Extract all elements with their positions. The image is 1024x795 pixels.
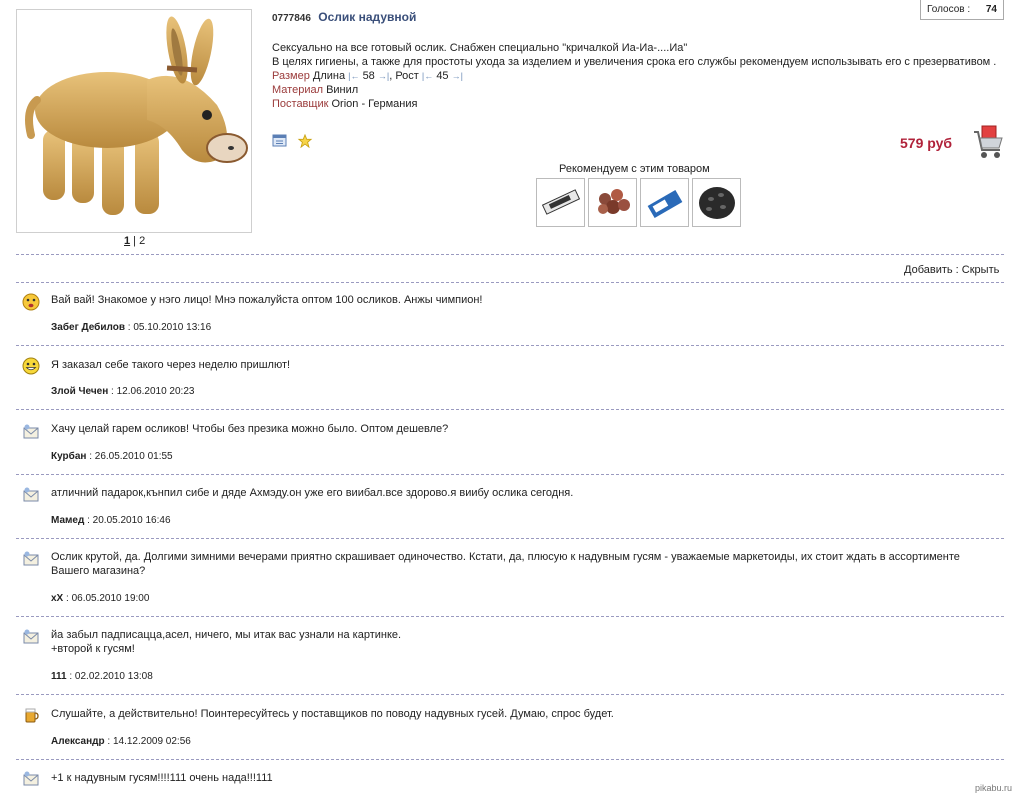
comment-text: Я заказал себе такого через неделю пришлют! (51, 359, 291, 371)
recommend-item-2[interactable] (588, 178, 637, 227)
comment-author: Мамед (51, 515, 85, 526)
comment-text: йа забыл падписацца,асел, ничего, мы итак вас узнали на картинке. +второй к гусям! (51, 629, 402, 655)
comment-text: атличний падарок,кънпил сибе и дяде Ахмэду.он уже его виибал.все здорово.я виибу ослика сегодня. (51, 487, 574, 499)
material-label: Материал (272, 84, 323, 96)
divider (16, 616, 1004, 617)
description-line-1: Сексуально на все готовый ослик. Снабжен специально "кричалкой Иа-Иа-....Иа" (272, 42, 688, 54)
comment-text: Слушайте, а действительно! Поинтересуйтесь у поставщиков по поводу надувных гусей. Думаю, спрос будет. (51, 708, 614, 720)
divider (16, 409, 1004, 410)
divider (16, 474, 1004, 475)
material-row (272, 83, 1004, 97)
mail-icon (22, 423, 40, 441)
add-to-cart-button[interactable] (972, 124, 1004, 163)
arrow-right-icon: →| (451, 71, 463, 81)
recommend-item-3[interactable] (640, 178, 689, 227)
comment-author: xX (51, 593, 64, 604)
add-comment-link[interactable]: Добавить (904, 264, 953, 276)
arrow-left-icon: |← (348, 71, 360, 81)
divider (16, 759, 1004, 760)
height-value: 45 (436, 70, 449, 82)
product-thumbnail-icon (695, 181, 739, 225)
pager-page-2[interactable]: 2 (139, 235, 146, 247)
votes-count: 74 (985, 4, 997, 15)
shopping-cart-icon (972, 124, 1004, 160)
arrow-right-icon: →| (377, 71, 390, 81)
product-description (272, 41, 1004, 111)
comment-date: : 05.10.2010 13:16 (124, 322, 212, 333)
image-pager: 1 | 2 (124, 235, 146, 247)
inflatable-donkey-image (17, 10, 252, 233)
size-row (272, 69, 1004, 83)
length-value: 58 (362, 70, 375, 82)
material-value: Винил (326, 84, 359, 96)
supplier-value: Orion - Германия (331, 98, 418, 110)
mail-icon (22, 550, 40, 568)
comment-text: Хачу целай гарем осликов! Чтобы без презика можно было. Оптом дешевле? (51, 423, 449, 435)
comment-meta (51, 593, 149, 604)
beer-icon (22, 706, 40, 724)
comment-date: : 26.05.2010 01:55 (86, 451, 173, 462)
divider (16, 282, 1004, 283)
description-line-2: В целях гигиены, а также для простоты ухода за изделием и увеличения срока его службы рекомендуем использывать его с презервативом . (272, 56, 997, 68)
comment-meta (51, 671, 153, 682)
product-thumbnail-icon (539, 181, 583, 225)
product-thumbnail-icon (591, 181, 635, 225)
divider (16, 254, 1004, 255)
grin-smiley-icon (22, 357, 40, 375)
recommend-list (536, 178, 741, 227)
comment-date: : 12.06.2010 20:23 (108, 386, 195, 397)
product-name: Ослик надувной (318, 10, 417, 24)
pager-page-1[interactable]: 1 (124, 235, 131, 247)
calendar-icon[interactable] (272, 134, 288, 148)
arrow-left-icon: |← (421, 71, 434, 81)
product-actions (272, 134, 313, 151)
product-image[interactable] (16, 9, 252, 233)
comments-controls: Добавить : Скрыть (904, 264, 1000, 276)
product-info (272, 10, 1004, 111)
comment-text: Ослик крутой, да. Долгими зимними вечерами приятно скрашивает одиночество. Кстати, да, плюсую к надувным гусям - уважаемые маркетоиды, их стоит ждать в ассортименте Вашего магазина? (51, 551, 960, 577)
divider (16, 694, 1004, 695)
recommend-item-4[interactable] (692, 178, 741, 227)
comment-meta (51, 515, 171, 526)
comment-meta (51, 451, 173, 462)
divider (16, 538, 1004, 539)
size-label: Размер (272, 70, 310, 82)
comment-date: : 02.02.2010 13:08 (66, 671, 153, 682)
mail-icon (22, 486, 40, 504)
supplier-row (272, 97, 1004, 111)
product-price: 579 руб (900, 135, 953, 151)
mail-icon (22, 628, 40, 646)
watermark: pikabu.ru (975, 783, 1013, 793)
mail-icon (22, 770, 40, 788)
votes-label: Голосов : (927, 4, 971, 15)
comment-text: Вай вай! Знакомое у нэго лицо! Мнэ пожалуйста оптом 100 осликов. Анжы чимпион! (51, 294, 483, 306)
comment-meta (51, 322, 211, 333)
length-label: Длина (312, 70, 346, 82)
comment-author: 111 (51, 671, 67, 682)
comment-date: : 20.05.2010 16:46 (84, 515, 171, 526)
comment-date: : 06.05.2010 19:00 (63, 593, 150, 604)
height-label: , Рост (389, 70, 419, 82)
comment-date: : 14.12.2009 02:56 (104, 736, 191, 747)
worried-smiley-icon (22, 293, 40, 311)
product-thumbnail-icon (643, 181, 687, 225)
comment-author: Александр (51, 736, 105, 747)
comment-text: +1 к надувным гусям!!!!111 очень нада!!!111 (51, 772, 273, 784)
product-code: 0777846 (272, 13, 311, 24)
comment-author: Злой Чечен (51, 386, 109, 397)
recommend-title: Рекомендуем с этим товаром (559, 163, 710, 175)
comment-author: Курбан (51, 451, 87, 462)
supplier-label: Поставщик (272, 98, 329, 110)
recommend-item-1[interactable] (536, 178, 585, 227)
comment-author: Забег Дебилов (51, 322, 125, 333)
star-icon[interactable] (297, 134, 313, 148)
hide-comments-link[interactable]: Скрыть (961, 264, 1000, 276)
product-title (272, 10, 1004, 24)
divider (16, 345, 1004, 346)
comment-meta (51, 736, 191, 747)
comment-meta (51, 386, 194, 397)
